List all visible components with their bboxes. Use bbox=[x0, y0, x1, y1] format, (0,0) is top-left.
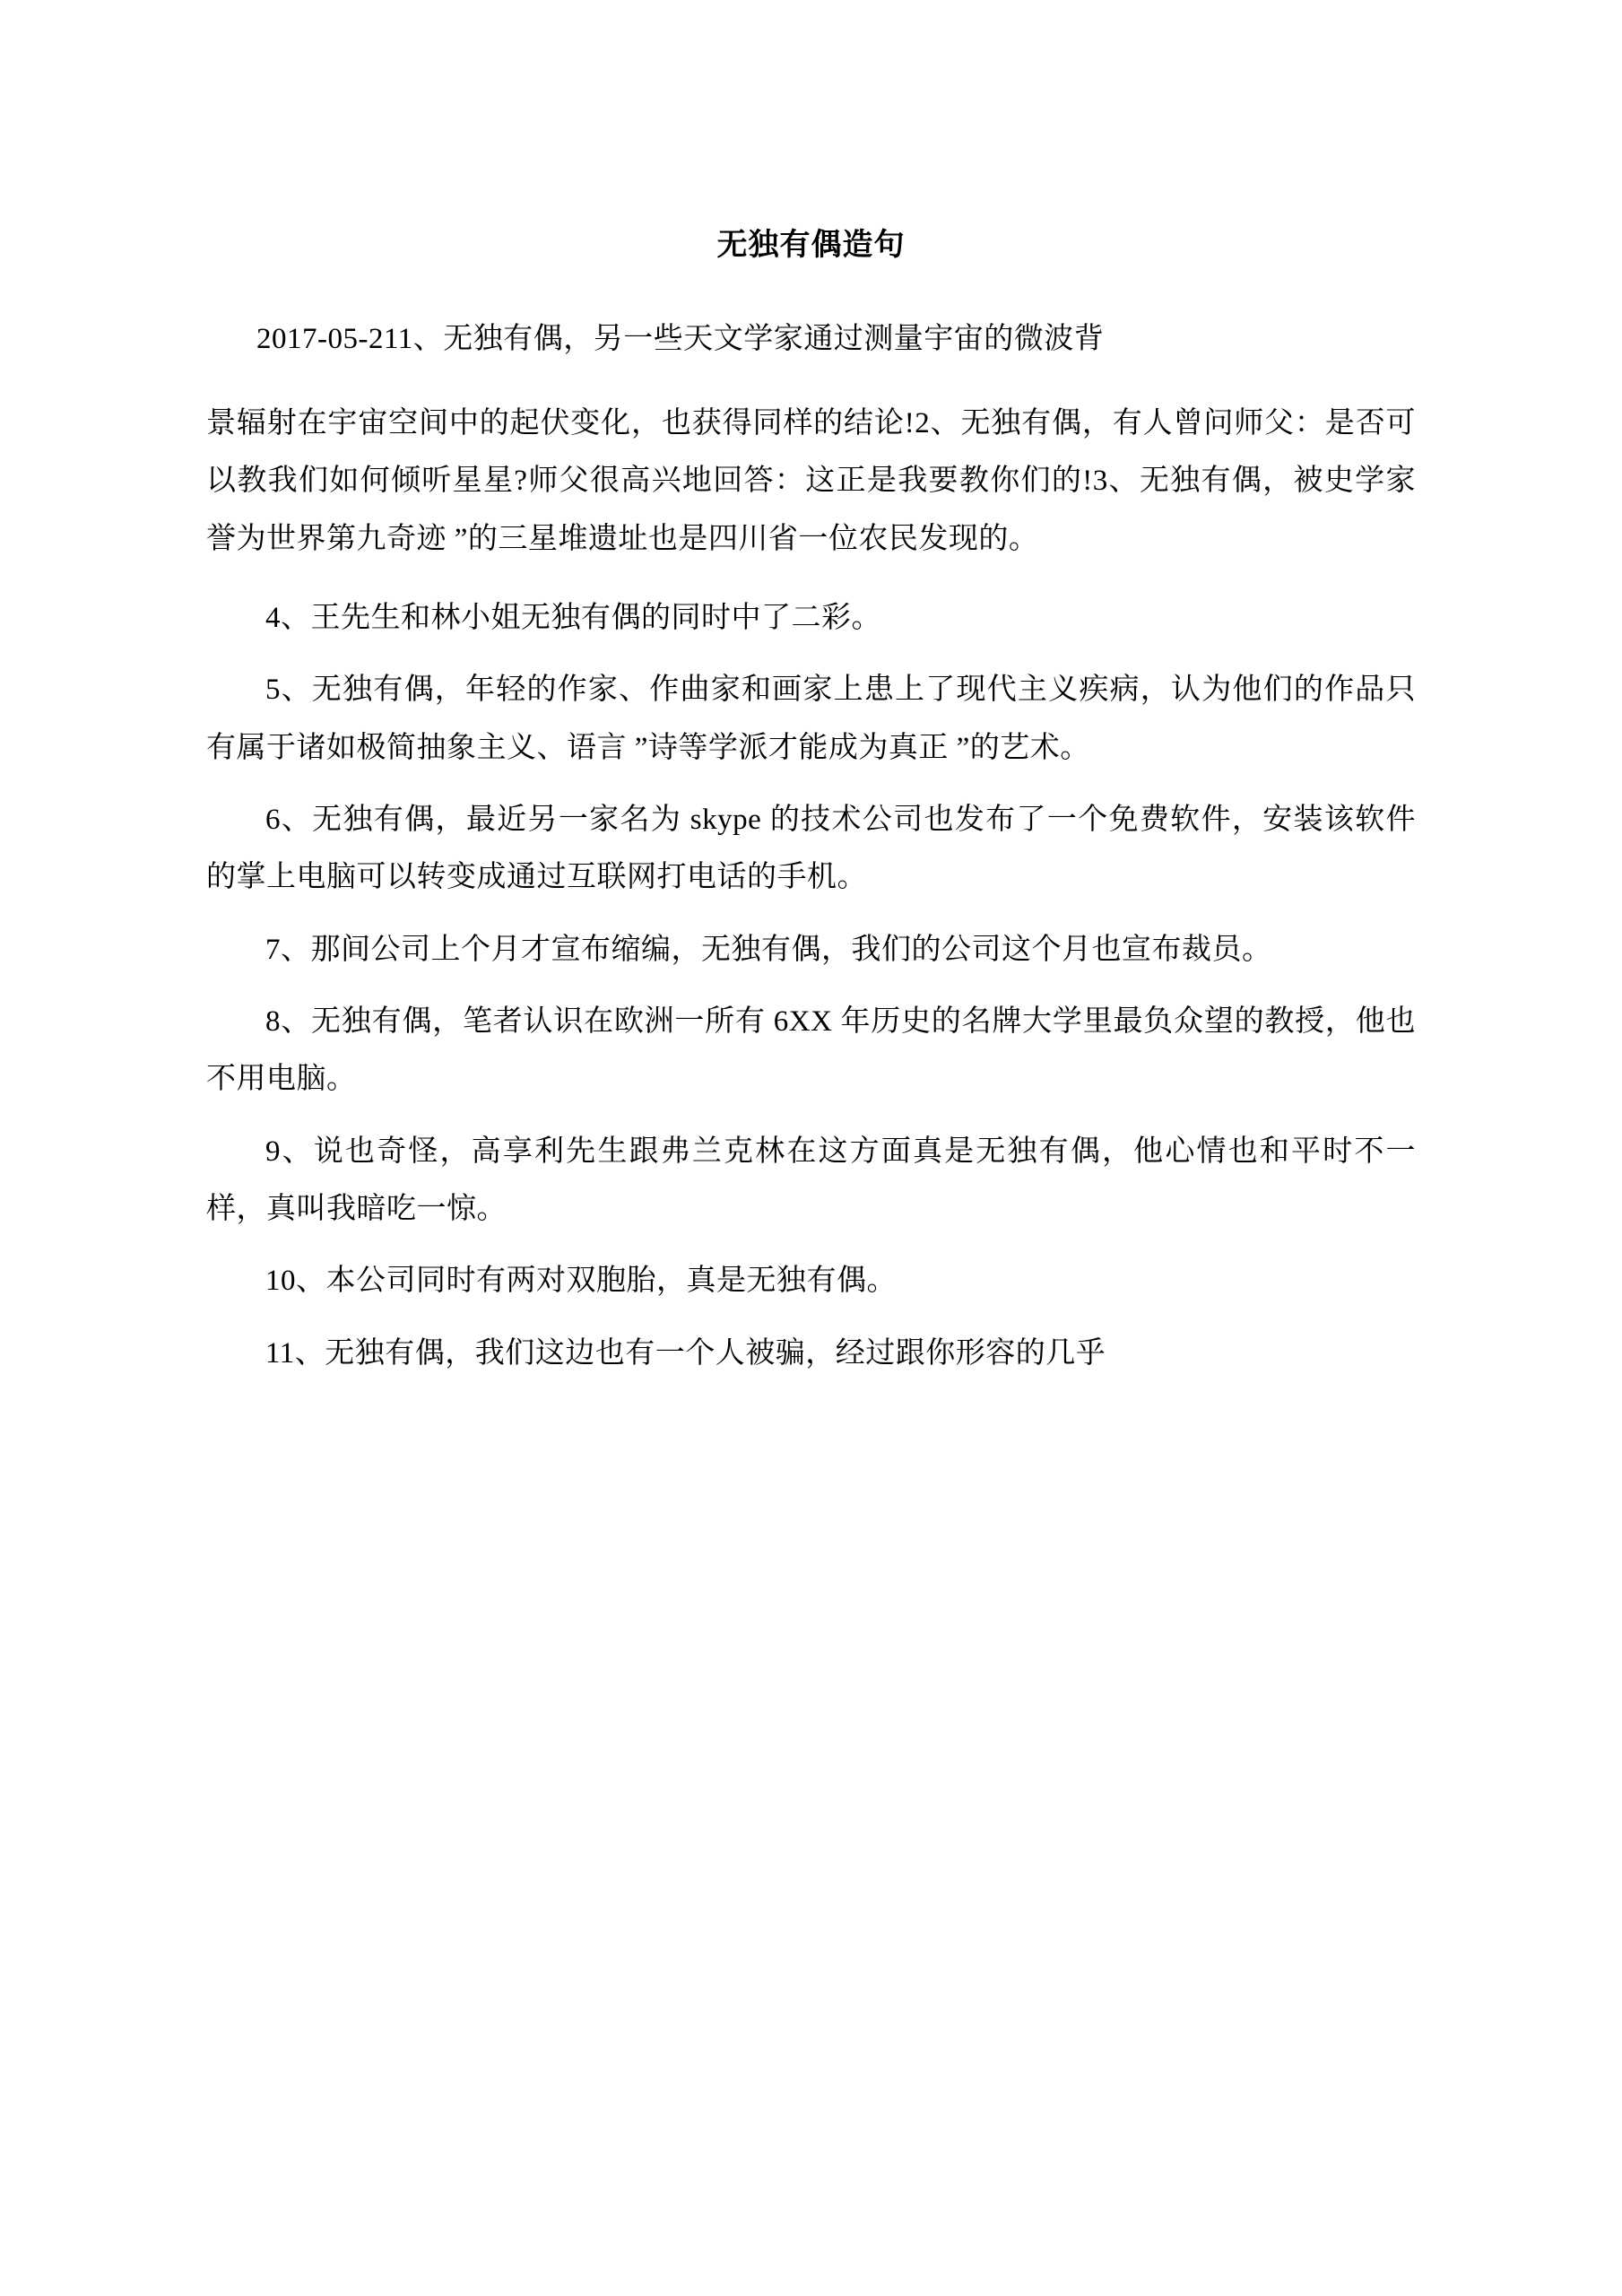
body-paragraph-11: 11、无独有偶，我们这边也有一个人被骗，经过跟你形容的几乎 bbox=[265, 1336, 1106, 1370]
body-paragraph-1: 景辐射在宇宙空间中的起伏变化，也获得同样的结论!2、无独有偶，有人曾问师父：是否可以教我们如何倾听星星?师父很高兴地回答：这正是我要教你们的!3、无独有偶，被史学家誉为世界第九奇迹 ”的三星堆遗址也是四川省一位农民发现的。 bbox=[206, 406, 1416, 555]
body-paragraph-6: 6、无独有偶，最近另一家名为 skype 的技术公司也发布了一个免费软件，安装该软件的掌上电脑可以转变成通过互联网打电话的手机。 bbox=[206, 804, 1416, 894]
body-paragraph-9: 9、说也奇怪，高享利先生跟弗兰克林在这方面真是无独有偶，他心情也和平时不一样，真叫我暗吃一惊。 bbox=[206, 1135, 1416, 1226]
page-title: 无独有偶造句 bbox=[716, 229, 906, 262]
body-paragraph-7: 7、那间公司上个月才宣布缩编，无独有偶，我们的公司这个月也宣布裁员。 bbox=[265, 933, 1272, 966]
body-paragraph-5: 5、无独有偶，年轻的作家、作曲家和画家上患上了现代主义疾病，认为他们的作品只有属于诸如极简抽象主义、语言 ”诗等学派才能成为真正 ”的艺术。 bbox=[206, 674, 1416, 764]
body-paragraph-8: 8、无独有偶，笔者认识在欧洲一所有 6XX 年历史的名牌大学里最负众望的教授，他也不用电脑。 bbox=[206, 1005, 1416, 1096]
body-paragraph-10: 10、本公司同时有两对双胞胎，真是无独有偶。 bbox=[265, 1265, 897, 1298]
lead-paragraph: 2017-05-211、无独有偶，另一些天文学家通过测量宇宙的微波背 bbox=[256, 322, 1105, 355]
body-paragraph-4: 4、王先生和林小姐无独有偶的同时中了二彩。 bbox=[265, 601, 881, 634]
